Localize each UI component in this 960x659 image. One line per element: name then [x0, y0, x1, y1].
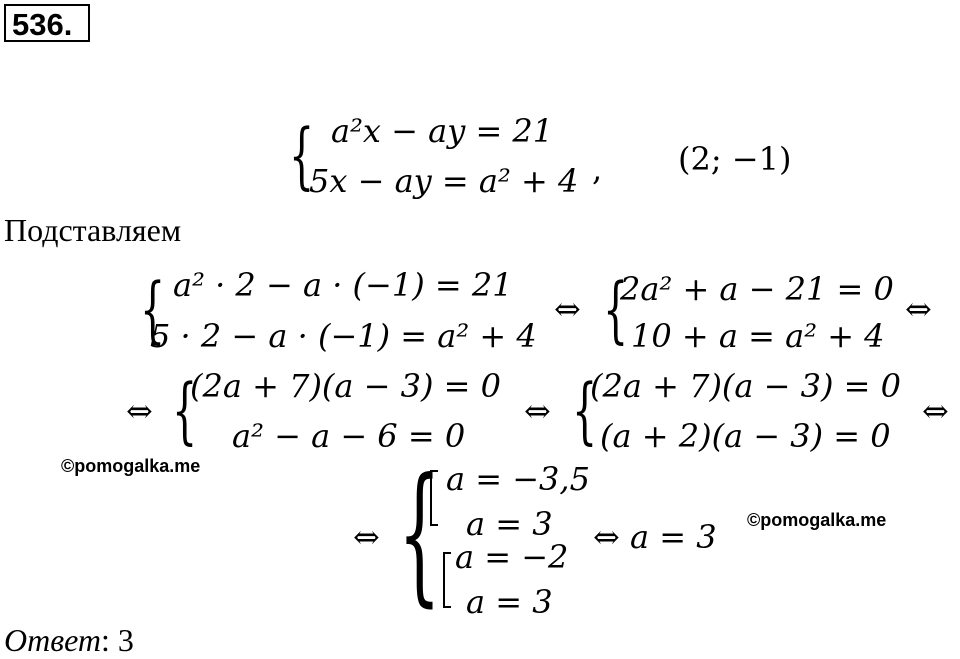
step2-left-brace: {: [172, 368, 198, 452]
step1-right-line2: 10 + a = a² + 4: [631, 317, 885, 355]
step1-right-brace: {: [603, 267, 629, 351]
step2-right-line1: (2a + 7)(a − 3) = 0: [590, 367, 901, 405]
step3-set2-line2: a = 3: [466, 583, 553, 621]
problem-number-text: 536: [12, 7, 64, 42]
answer-label: Ответ: [4, 622, 101, 658]
step2-right-line2: (a + 2)(a − 3) = 0: [600, 417, 891, 455]
answer: [4, 622, 134, 659]
step2-right-brace: {: [572, 368, 598, 452]
step1-arrow: ⇔: [554, 290, 581, 328]
answer-value: : 3: [101, 622, 134, 658]
watermark-2: ©pomogalka.me: [747, 510, 887, 530]
step3-set1-line1: a = −3,5: [446, 460, 590, 498]
watermark-1: ©pomogalka.me: [61, 456, 201, 476]
system1-line1: a²x − ay = 21: [331, 112, 554, 150]
step3-set2-line1: a = −2: [455, 538, 569, 576]
step2-arrow-end: ⇔: [922, 392, 949, 430]
set1-bracket: [430, 470, 438, 526]
problem-number-dot: .: [63, 7, 73, 42]
step3-outer-brace: {: [398, 447, 441, 621]
step2-arrow-start: ⇔: [126, 392, 153, 430]
step3-arrow-start: ⇔: [353, 518, 380, 556]
step1-right-line1: 2a² + a − 21 = 0: [620, 270, 894, 308]
step1-left-brace: {: [140, 267, 166, 351]
step3-set1-line2: a = 3: [466, 505, 553, 543]
step1-left-line1: a² · 2 − a · (−1) = 21: [173, 266, 513, 304]
step1-arrow-end: ⇔: [905, 290, 932, 328]
problem-number: [4, 4, 90, 42]
system1-line2: 5x − ay = a² + 4: [309, 162, 579, 200]
substitute-label: Подставляем: [4, 212, 182, 248]
step2-left-line2: a² − a − 6 = 0: [232, 417, 466, 455]
system1-point: (2; −1): [678, 140, 792, 178]
step2-arrow-mid: ⇔: [524, 392, 551, 430]
step3-result: ⇔ a = 3: [593, 518, 717, 556]
set2-bracket: [443, 552, 451, 608]
step2-left-line1: (2a + 7)(a − 3) = 0: [190, 367, 501, 405]
step1-left-line2: 5 · 2 − a · (−1) = a² + 4: [150, 317, 537, 355]
system1-comma: ,: [592, 150, 603, 188]
system1-brace: {: [289, 113, 315, 197]
